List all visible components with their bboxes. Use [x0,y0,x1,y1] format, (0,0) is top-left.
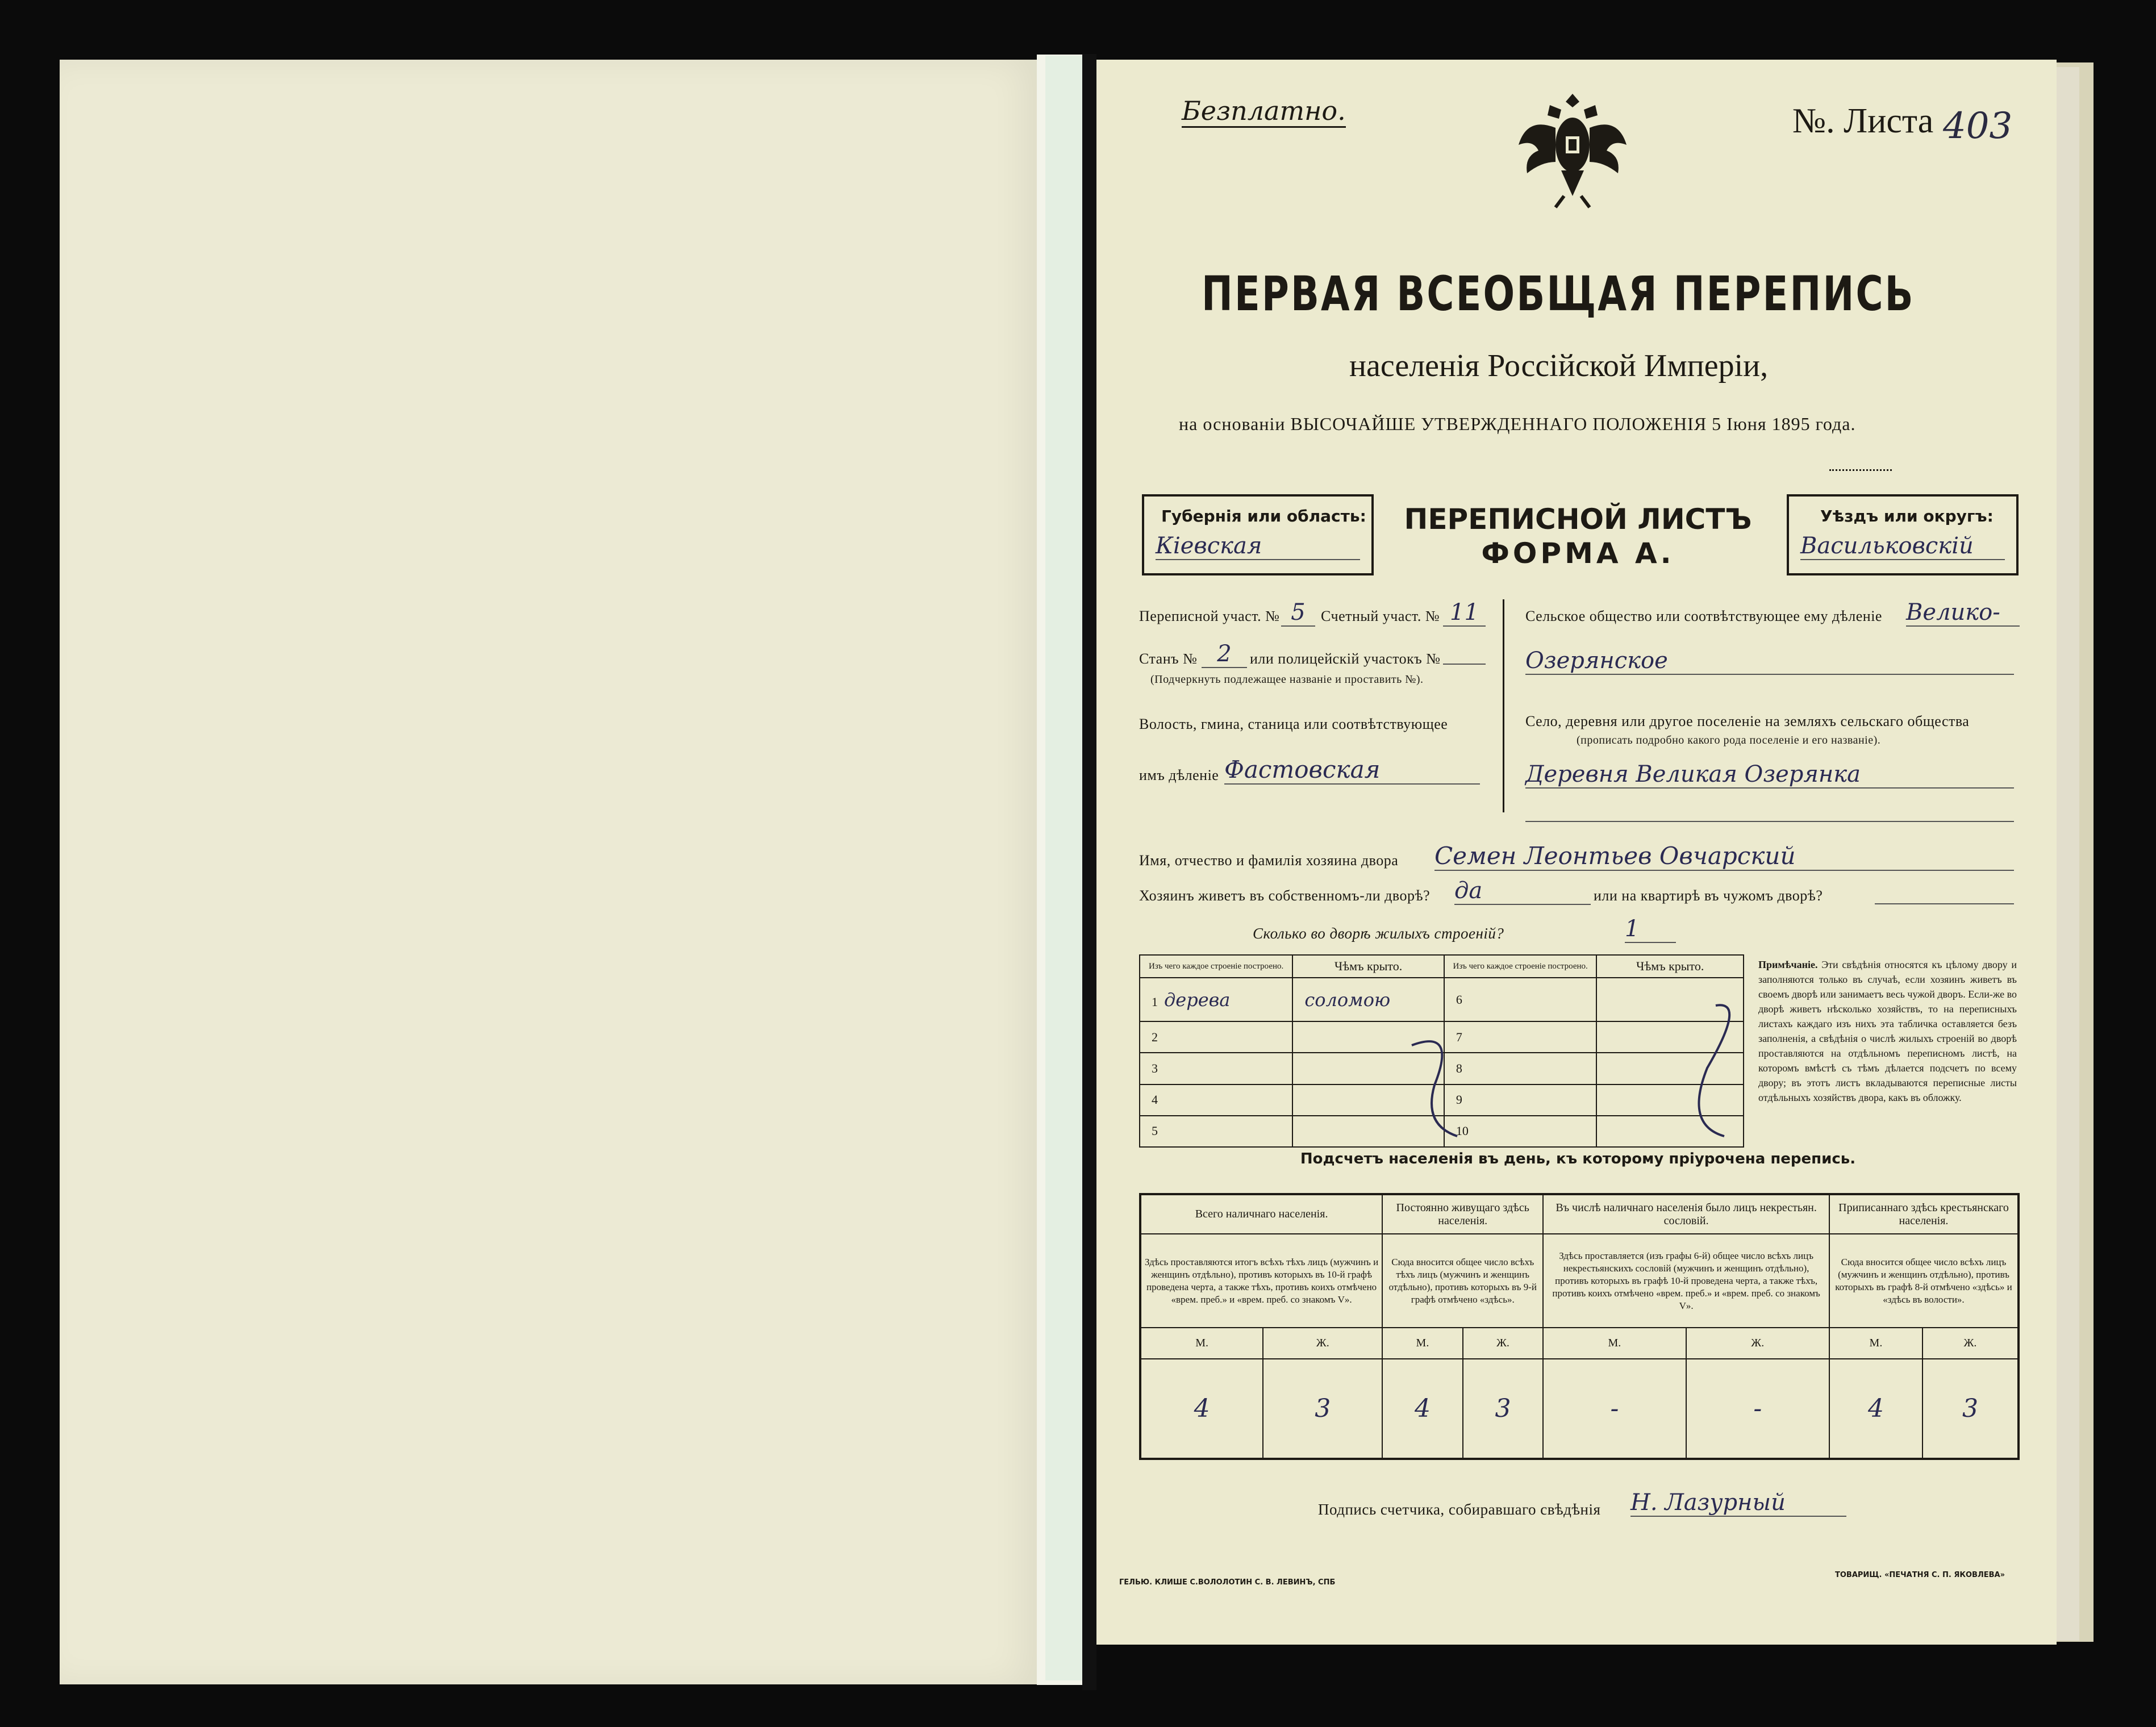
female-label: Ж. [1263,1328,1382,1359]
police-note: (Подчеркнуть подлежащее названіе и проставить №). [1150,673,1424,686]
pop-value: 4 [1829,1359,1923,1459]
buildings-label: Сколько во дворѣ жилыхъ строеній? [1253,925,1504,942]
roof-cell: соломою [1292,978,1444,1021]
sheet-number-label: №. Листа [1792,102,1934,140]
row-number: 6 [1444,978,1597,1021]
female-label: Ж. [1923,1328,2019,1359]
lives-label: Хозяинъ живетъ въ собственномъ-ли дворѣ? [1139,887,1431,904]
book-spine [1082,54,1096,1690]
pop-value: 3 [1263,1359,1382,1459]
lives-value: да [1454,878,1591,905]
row-number: 4 [1140,1084,1292,1116]
row-number: 7 [1444,1021,1597,1053]
owner-name-value: Семен Леонтьев Овчарский [1434,842,2014,871]
volost-value: Фастовская [1224,756,1480,785]
province-value: Кіевская [1156,533,1360,560]
free-label: Безплатно. [1182,95,1346,128]
col-material-left: Изъ чего каждое строеніе построено. [1140,955,1292,978]
district-value: Васильковскій [1800,533,2005,560]
male-label: М. [1140,1328,1263,1359]
buildings-value: 1 [1625,916,1676,943]
population-table [1139,1193,2020,1460]
male-label: М. [1829,1328,1923,1359]
pop-value: 3 [1463,1359,1544,1459]
ornament-divider [1829,469,1892,471]
village-value: Деревня Великая Озерянка [1525,761,2014,789]
form-title-2: ФОРМА А. [1481,537,1675,570]
note-block [1758,957,2017,1105]
imperial-eagle-icon [1516,82,1629,213]
row-number: 10 [1444,1116,1597,1147]
pop-desc-4: Сюда вносится общее число всѣхъ лицъ (мужчинъ и женщинъ отдѣльно), противъ которыхъ въ графѣ 8-й отмѣчено «здѣсь» и «здѣсь въ волости». [1829,1234,2019,1328]
cross-out-marks [1139,954,1744,1148]
pop-desc-1: Здѣсь проставляются итогъ всѣхъ тѣхъ лицъ (мужчинъ и женщинъ отдѣльно), противъ которыхъ въ 10-й графѣ проведена черта, а также тѣхъ, противъ коихъ отмѣчено «врем. преб.» и «врем. преб. со знакомъ V». [1140,1234,1382,1328]
basis-line: на основаніи ВЫСОЧАЙШЕ УТВЕРЖДЕННАГО ПОЛОЖЕНІЯ 5 Іюня 1895 года. [1179,414,1856,434]
society-value-2: Озерянское [1525,648,2014,675]
district-label: Уѣздъ или округъ: [1820,507,1994,525]
signature-value: Н. Лазурный [1630,1490,1846,1517]
volost-label-1: Волость, гмина, станица или соотвѣтствующее [1139,716,1448,732]
village-line-2 [1525,821,2014,822]
sheet-number-value: 403 [1943,105,2013,147]
stan-label: Станъ № [1139,650,1198,667]
note-title: Примѣчаніе. [1758,959,1818,970]
form-title-box [1369,494,1787,571]
police-label: или полицейскій участокъ № [1250,650,1441,667]
owner-name-label: Имя, отчество и фамилія хозяина двора [1139,852,1399,869]
female-label: Ж. [1463,1328,1544,1359]
pop-value: - [1686,1359,1829,1459]
province-box [1142,494,1374,575]
col-roof-left: Чѣмъ крыто. [1292,955,1444,978]
left-page [60,60,1040,1684]
counting-section-value: 11 [1443,599,1486,627]
buildings-table [1139,954,1744,1148]
pop-value: 4 [1140,1359,1263,1459]
village-note: (прописать подробно какого рода поселеніе и его названіе). [1577,734,1881,746]
pop-desc-2: Сюда вносится общее число всѣхъ тѣхъ лицъ (мужчинъ и женщинъ отдѣльно), противъ которыхъ въ 9-й графѣ отмѣчено «здѣсь». [1382,1234,1543,1328]
row-number: 2 [1140,1021,1292,1053]
census-section-label: Переписной участ. № [1139,608,1280,624]
police-value-line [1443,664,1486,665]
district-box [1787,494,2019,575]
population-title: Подсчетъ населенія въ день, къ которому пріурочена перепись. [1300,1150,1856,1167]
note-text: Эти свѣдѣнія относятся къ цѣлому двору и заполняются только въ случаѣ, если хозяинъ живетъ въ своемъ дворѣ или занимаетъ весь чужой дворъ. Если-же во дворѣ живетъ нѣсколько хозяйствъ, то на переписныхъ листахъ каждаго изъ нихъ эта табличка оставляется безъ заполненія, а свѣдѣнія о числѣ жилыхъ строеній во дворѣ проставляются на отдѣльномъ переписномъ листѣ, на которомъ вмѣстѣ съ тѣмъ дѣлается подсчетъ по всему двору; въ этотъ листъ вкладываются переписные листы отдѣльныхъ хозяйствъ двора, какъ въ обложку. [1758,959,2017,1103]
row-number: 3 [1140,1053,1292,1084]
pop-desc-3: Здѣсь проставляется (изъ графы 6-й) общее число всѣхъ лицъ некрестьянскихъ сословій (мужчинъ и женщинъ отдѣльно), противъ которыхъ въ графѣ 10-й проведена черта, а также тѣхъ, противъ коихъ отмѣчено «врем. преб.» и «врем. преб. со знакомъ V». [1543,1234,1829,1328]
lives-alt-label: или на квартирѣ въ чужомъ дворѣ? [1594,887,1823,904]
col-material-right: Изъ чего каждое строеніе построено. [1444,955,1597,978]
pop-value: 4 [1382,1359,1463,1459]
subtitle: населенія Россійской Имперіи, [1349,348,1769,383]
volost-label-2: имъ дѣленіе [1139,767,1219,783]
society-value-1: Велико- [1906,599,2020,627]
pop-value: 3 [1923,1359,2019,1459]
pop-head-2: Постоянно живущаго здѣсь населенія. [1382,1194,1543,1234]
row-number: 8 [1444,1053,1597,1084]
footer-left: ГЕЛЬЮ. КЛИШЕ С.ВОЛОЛОТИН С. В. ЛЕВИНЪ, СПБ [1119,1578,1336,1587]
male-label: М. [1543,1328,1686,1359]
census-section-value: 5 [1281,599,1315,627]
signature-label: Подпись счетчика, собиравшаго свѣдѣнія [1318,1501,1601,1518]
counting-section-label: Счетный участ. № [1321,608,1440,624]
main-title: ПЕРВАЯ ВСЕОБЩАЯ ПЕРЕПИСЬ [1202,266,1915,322]
left-page-strip [1045,56,1082,1680]
form-title-1: ПЕРЕПИСНОЙ ЛИСТЪ [1404,503,1752,536]
pop-head-4: Приписаннаго здѣсь крестьянскаго населенія. [1829,1194,2019,1234]
female-label: Ж. [1686,1328,1829,1359]
society-label: Сельское общество или соотвѣтствующее ему дѣленіе [1525,608,1882,624]
footer-right: ТОВАРИЩ. «ПЕЧАТНЯ С. П. ЯКОВЛЕВА» [1835,1571,2005,1579]
row-number: 5 [1140,1116,1292,1147]
lives-alt-line [1875,903,2014,904]
male-label: М. [1382,1328,1463,1359]
pop-value: - [1543,1359,1686,1459]
province-label: Губернія или область: [1161,507,1366,525]
stan-value: 2 [1202,641,1247,668]
row-number: 9 [1444,1084,1597,1116]
village-label: Село, деревня или другое поселеніе на земляхъ сельскаго общества [1525,713,1970,729]
pop-head-3: Въ числѣ наличнаго населенія было лицъ некрестьян. сословій. [1543,1194,1829,1234]
table-row: 1 дерева [1140,978,1292,1021]
pop-head-1: Всего наличнаго населенія. [1140,1194,1382,1234]
col-roof-right: Чѣмъ крыто. [1596,955,1744,978]
column-divider [1503,599,1504,812]
